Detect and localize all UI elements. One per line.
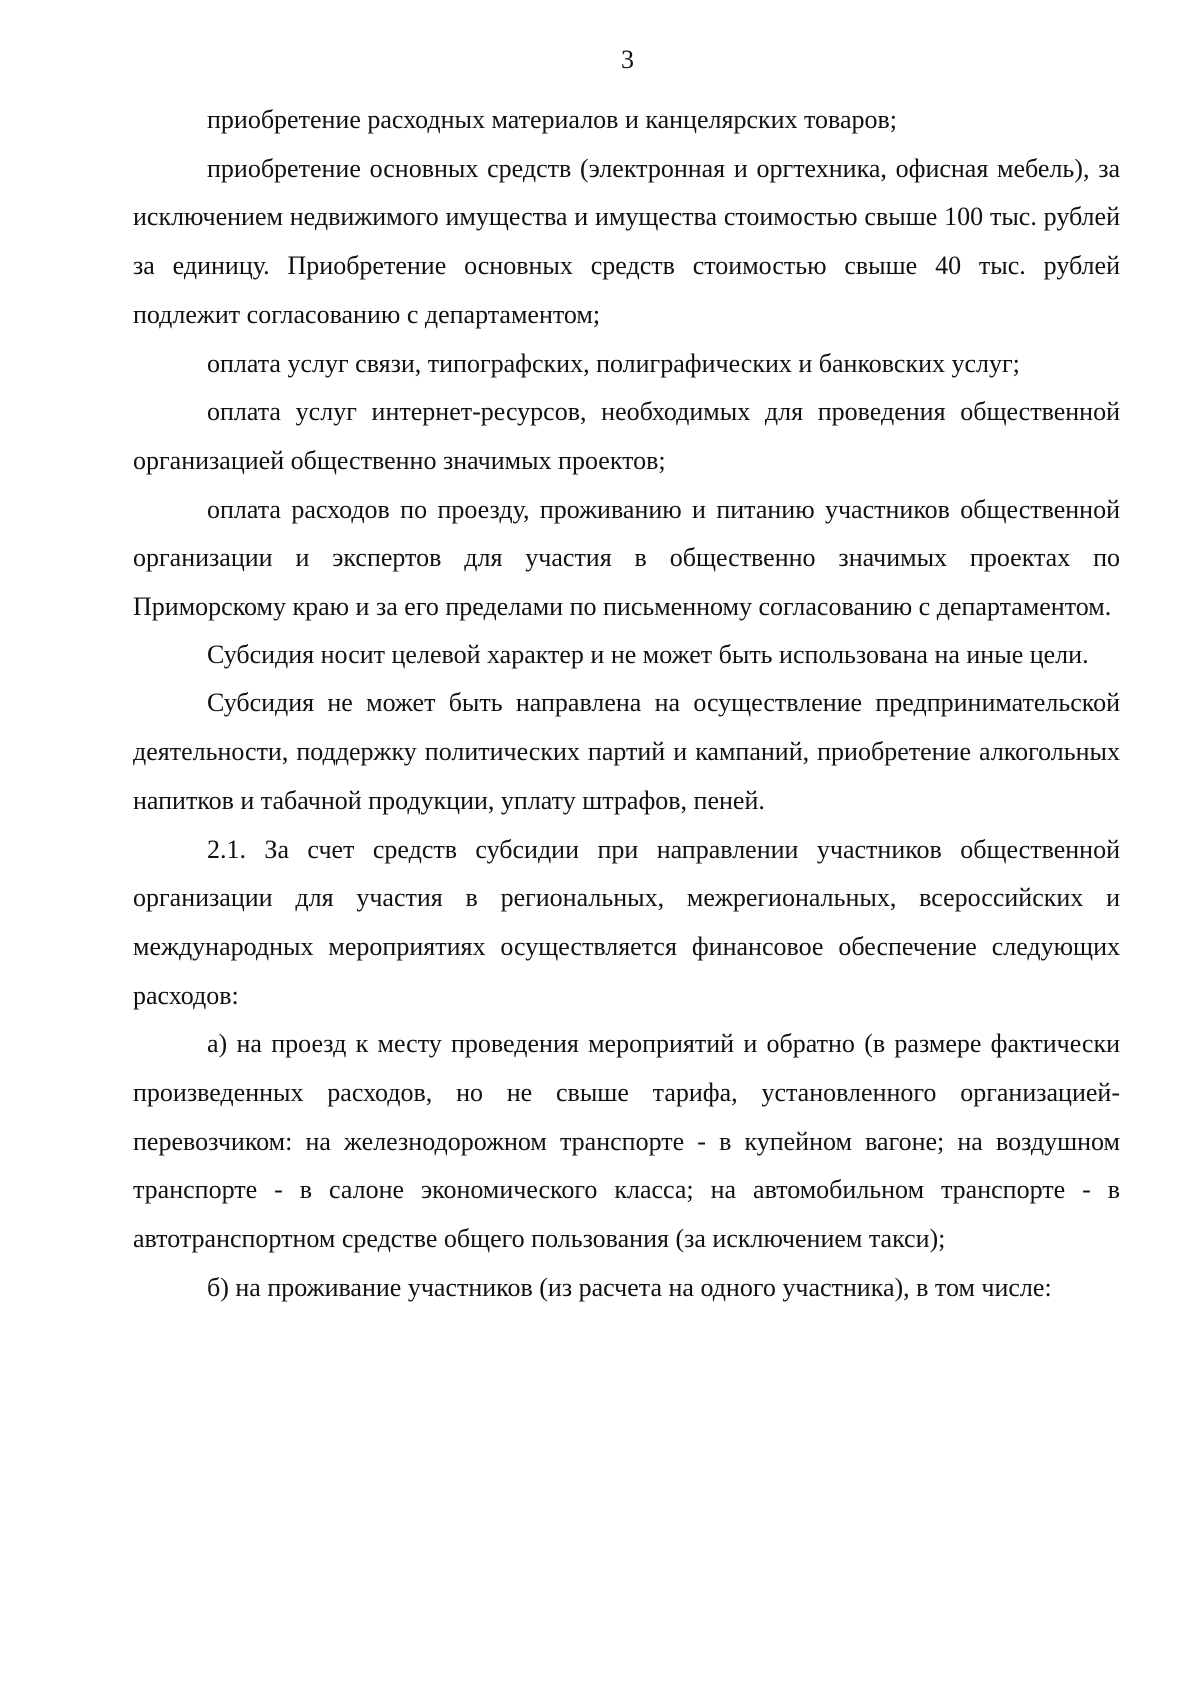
paragraph-supplies: приобретение расходных материалов и канцелярских товаров; <box>207 105 898 134</box>
paragraph-fixed-assets: приобретение основных средств (электронная и оргтехника, офисная мебель), за исключением недвижимого имущества и имущества стоимостью свыше 100 тыс. рублей за единицу. Приобретение основных средств стоимостью свыше 40 тыс. рублей подлежит согласованию с департаментом; <box>133 153 1120 329</box>
paragraph-subsidy-purpose: Субсидия носит целевой характер и не может быть использована на иные цели. <box>207 639 1089 669</box>
paragraph-travel-expenses: оплата расходов по проезду, проживанию и питанию участников общественной организации и экспертов для участия в общественно значимых проектах по Приморскому краю и за его пределами по письменному согласованию с департаментом. <box>133 494 1120 622</box>
page-number: 3 <box>621 45 634 74</box>
paragraph-subsidy-restrictions: Субсидия не может быть направлена на осуществление предпринимательской деятельности, поддержку политических партий и кампаний, приобретение алкогольных напитков и табачной продукции, уплату штрафов, пеней. <box>133 688 1120 815</box>
document-body <box>133 96 1120 1313</box>
paragraph-internet-resources: оплата услуг интернет-ресурсов, необходимых для проведения общественной организацией общественно значимых проектов; <box>133 397 1120 475</box>
paragraph-section-2-1: 2.1. За счет средств субсидии при направлении участников общественной организации для участия в региональных, межрегиональных, всероссийских и международных мероприятиях осуществляется финансовое обеспечение следующих расходов: <box>133 834 1120 1010</box>
paragraph-communication-services: оплата услуг связи, типографских, полиграфических и банковских услуг; <box>207 348 1020 378</box>
paragraph-item-b-accommodation: б) на проживание участников (из расчета на одного участника), в том числе: <box>207 1272 1052 1302</box>
paragraph-item-a-travel: а) на проезд к месту проведения мероприятий и обратно (в размере фактически произведенных расходов, но не свыше тарифа, установленного организацией-перевозчиком: на железнодорожном транспорте - в купейном вагоне; на воздушном транспорте - в салоне экономического класса; на автомобильном транспорте - в автотранспортном средстве общего пользования (за исключением такси); <box>133 1029 1120 1254</box>
